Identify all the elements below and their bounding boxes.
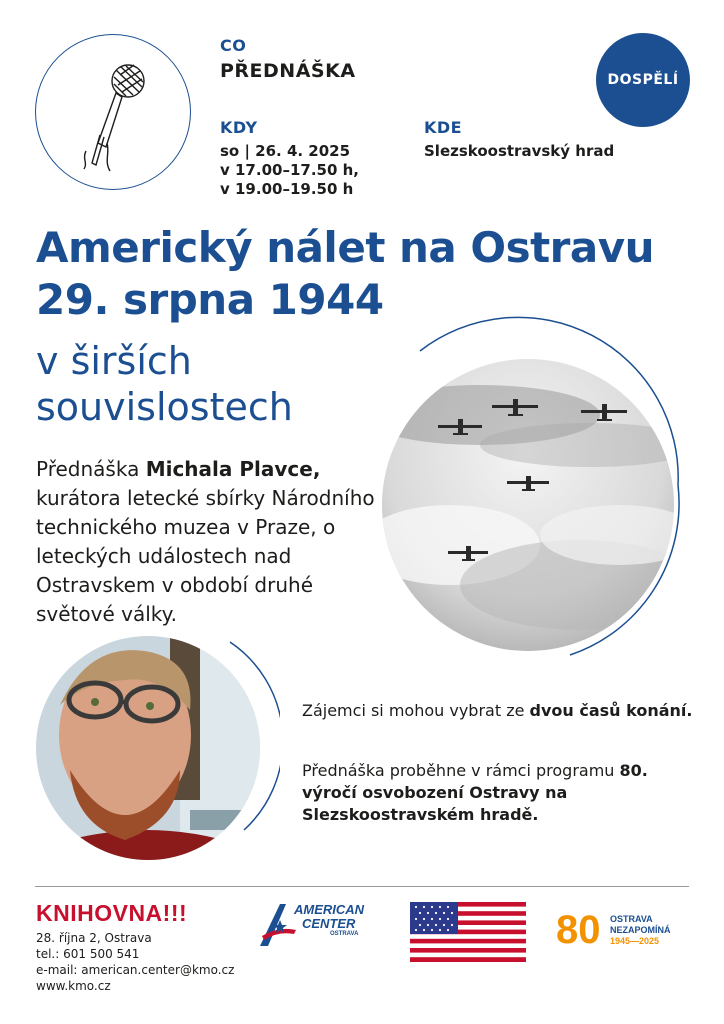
footer-divider: [35, 886, 689, 887]
us-flag: [410, 902, 526, 962]
desc-prefix: Přednáška: [36, 457, 146, 481]
american-center-icon: [258, 900, 298, 950]
kde-value: Slezskoostravský hrad: [424, 142, 615, 160]
ac-line-2: CENTER: [302, 916, 356, 931]
info2-prefix: Přednáška proběhne v rámci programu: [302, 761, 620, 780]
title-line-2: 29. srpna 1944: [36, 275, 384, 324]
bombers-photo: [360, 315, 690, 660]
ac-line-3: OSTRAVA: [330, 931, 359, 937]
info1-bold: dvou časů konání.: [529, 701, 693, 720]
desc-text: kurátora letecké sbírky Národního technického muzea v Praze, o leteckých událostech nad Ostravskem v období druhé světové války.: [36, 486, 375, 626]
kdy-line: v 19.00–19.50 h: [220, 180, 354, 198]
ostrava-years: 1945—2025: [610, 936, 660, 946]
info1-prefix: Zájemci si mohou vybrat ze: [302, 701, 530, 720]
subtitle-line-2: souvislostech: [36, 385, 293, 429]
audience-badge: DOSPĚLÍ: [596, 33, 690, 127]
page-title: [36, 222, 716, 326]
info2-bold: 80. výročí osvobození Ostravy na Slezskoostravském hradě.: [302, 761, 648, 824]
contact-block: [36, 930, 234, 994]
ostrava-80-logo: [556, 902, 696, 962]
kde-label: KDE: [424, 118, 463, 137]
ac-line-1: AMERICAN: [294, 902, 365, 917]
phone: tel.: 601 500 541: [36, 947, 140, 961]
info-times: [302, 700, 702, 722]
library-logo: KNIHOVNA!!!: [36, 900, 188, 926]
kdy-line: so | 26. 4. 2025: [220, 142, 351, 160]
subtitle-line-1: v širších: [36, 339, 192, 383]
lecturer-name: Michala Plavce,: [145, 457, 321, 481]
kdy-value: [220, 142, 359, 199]
microphone-icon: [36, 35, 189, 188]
email-link[interactable]: e-mail: american.center@kmo.cz: [36, 963, 235, 977]
kdy-label: KDY: [220, 118, 258, 137]
kdy-line: v 17.00–17.50 h,: [220, 161, 359, 179]
ostrava-line-2: NEZAPOMÍNÁ: [610, 925, 671, 935]
web-link[interactable]: www.kmo.cz: [36, 979, 111, 993]
lecture-description: [36, 455, 396, 629]
title-line-1: Americký nálet na Ostravu: [36, 223, 654, 272]
american-center-logo: [258, 900, 388, 952]
address: 28. října 2, Ostrava: [36, 931, 152, 945]
ostrava-80-number: 80: [556, 908, 601, 952]
co-value: PŘEDNÁŠKA: [220, 60, 356, 82]
page-subtitle: [36, 338, 376, 430]
co-label: CO: [220, 36, 247, 55]
info-program: [302, 760, 702, 826]
ostrava-line-1: OSTRAVA: [610, 914, 653, 924]
microphone-circle: [35, 34, 191, 190]
lecturer-photo: [30, 630, 280, 875]
